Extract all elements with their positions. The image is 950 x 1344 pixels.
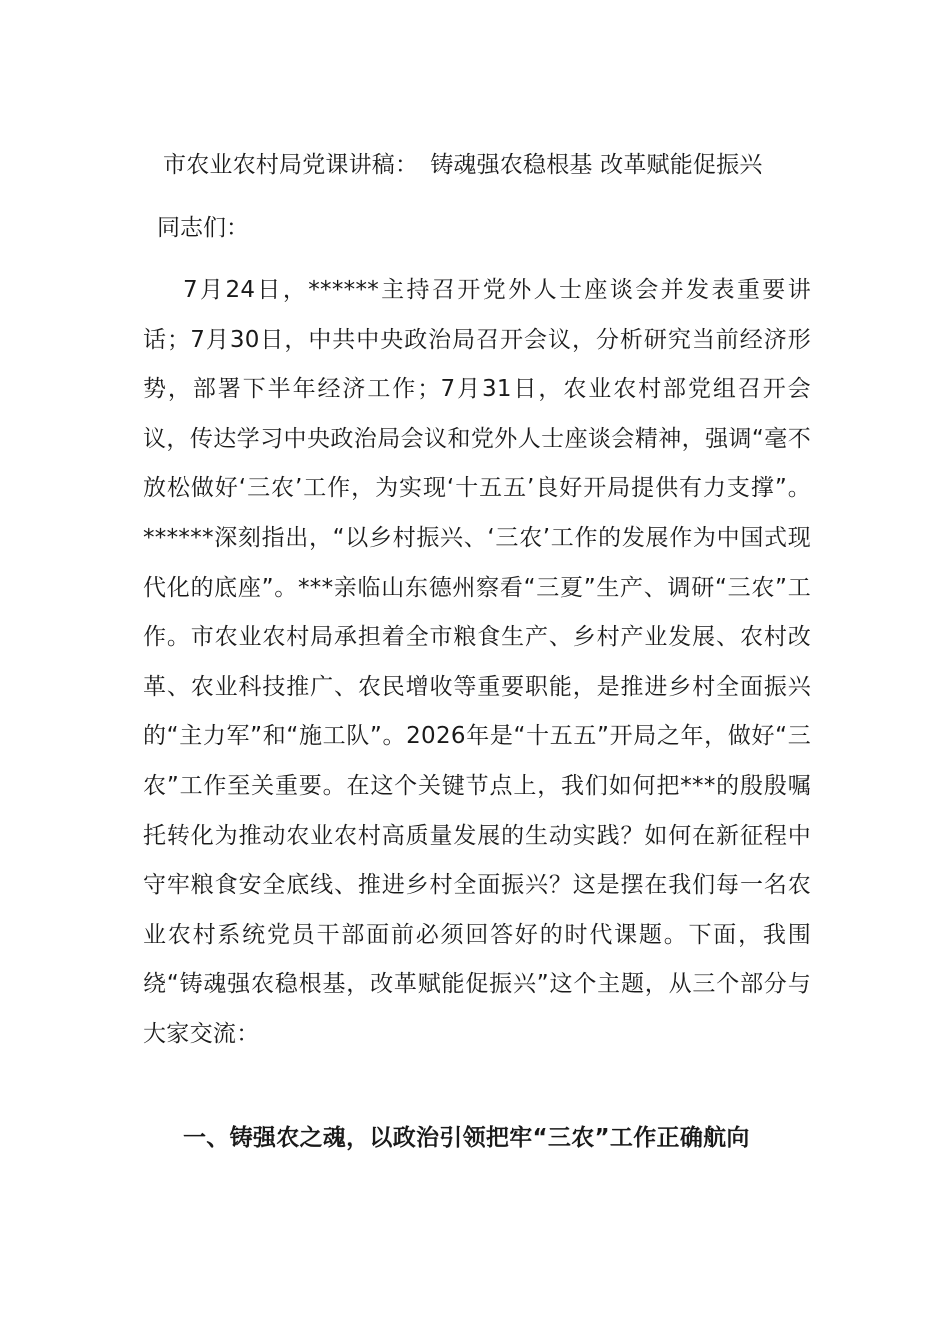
body-paragraph: 7月24日，******主持召开党外人士座谈会并发表重要讲话；7月30日，中共中央政治局召开会议，分析研究当前经济形势，部署下半年经济工作；7月31日，农业农村部党组召开会议，传达学习中央政治局会议和党外人士座谈会精神，强调“毫不放松做好‘三农’工作，为实现‘十五五’良好开局提供有力支撑”。******深刻指出，“以乡村振兴、‘三农’工作的发展作为中国式现代化的底座”。***亲临山东德州察看“三夏”生产、调研“三农”工作。市农业农村局承担着全市粮食生产、乡村产业发展、农村改革、农业科技推广、农民增收等重要职能，是推进乡村全面振兴的“主力军”和“施工队”。2026年是“十五五”开局之年，做好“三农”工作至关重要。在这个关键节点上，我们如何把***的殷殷嘱托转化为推动农业农村高质量发展的生动实践？如何在新征程中守牢粮食安全底线、推进乡村全面振兴？这是摆在我们每一名农业农村系统党员干部面前必须回答好的时代课题。下面，我围绕“铸魂强农稳根基，改革赋能促振兴”这个主题，从三个部分与大家交流： xyxy=(143,277,811,1047)
section-heading: 一、铸强农之魂，以政治引领把牢“三农”工作正确航向 xyxy=(183,1125,750,1151)
document-title-main: 铸魂强农稳根基 改革赋能促振兴 xyxy=(430,152,763,178)
salutation: 同志们： xyxy=(157,215,249,241)
document-title xyxy=(163,148,843,182)
document-title-prefix: 市农业农村局党课讲稿： xyxy=(163,152,419,178)
